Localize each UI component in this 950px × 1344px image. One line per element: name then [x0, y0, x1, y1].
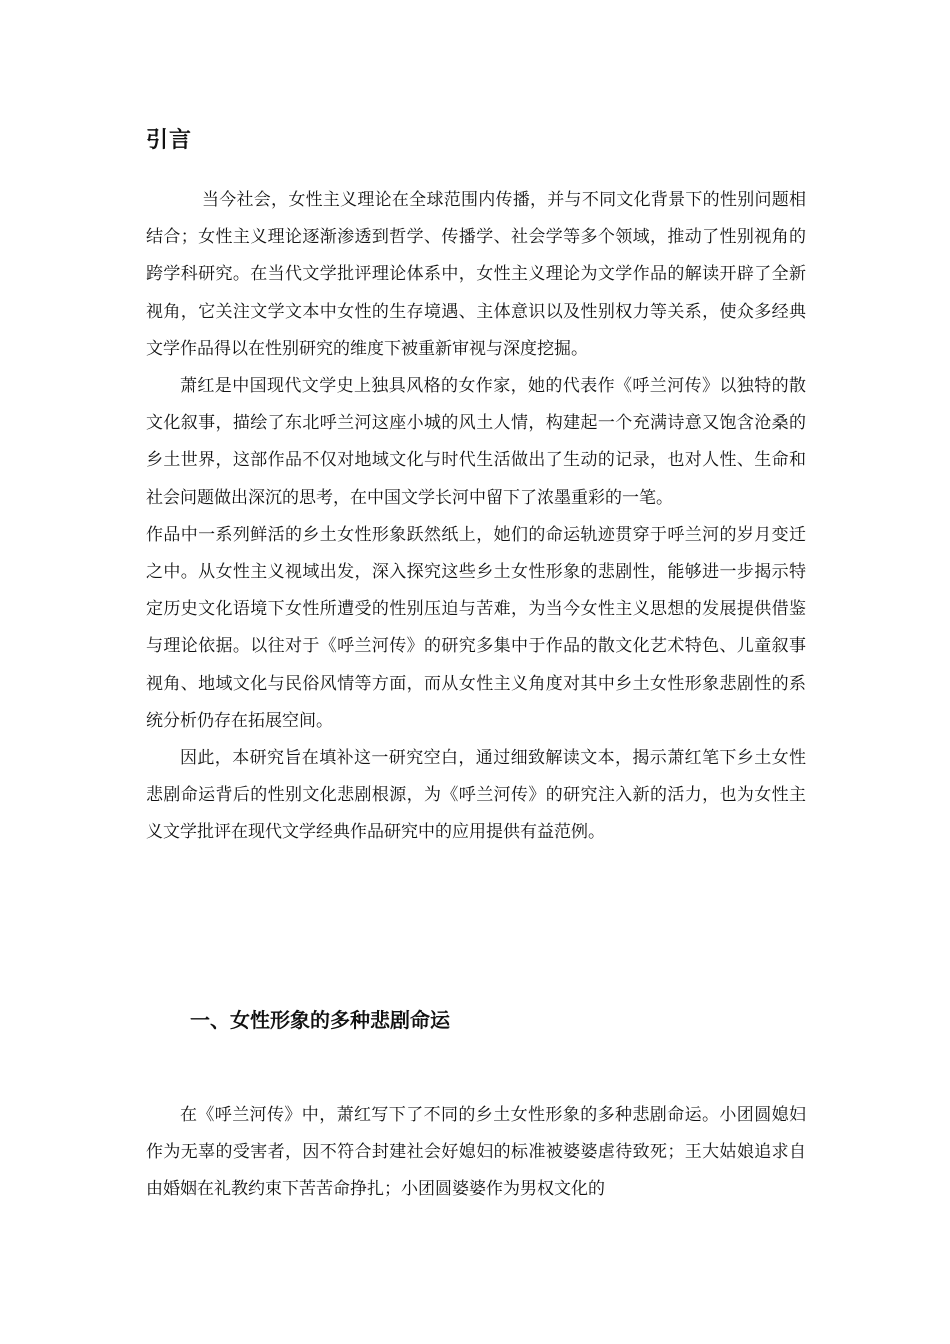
intro-body [146, 182, 806, 852]
section-1-heading: 一、女性形象的多种悲剧命运 [190, 1008, 450, 1032]
section-1-body [146, 1097, 806, 1209]
intro-paragraph-2: 萧红是中国现代文学史上独具风格的女作家，她的代表作《呼兰河传》以独特的散文化叙事，描绘了东北呼兰河这座小城的风土人情，构建起一个充满诗意又饱含沧桑的乡土世界，这部作品不仅对地域文化与时代生活做出了生动的记录，也对人性、生命和社会问题做出深沉的思考，在中国文学长河中留下了浓墨重彩的一笔。 [146, 376, 806, 508]
section-1-paragraph-1: 在《呼兰河传》中，萧红写下了不同的乡土女性形象的多种悲剧命运。小团圆媳妇作为无辜的受害者，因不符合封建社会好媳妇的标准被婆婆虐待致死；王大姑娘追求自由婚姻在礼教约束下苦苦命挣扎；小团圆婆婆作为男权文化的 [146, 1105, 806, 1200]
intro-paragraph-4: 因此，本研究旨在填补这一研究空白，通过细致解读文本，揭示萧红笔下乡土女性悲剧命运背后的性别文化悲剧根源，为《呼兰河传》的研究注入新的活力，也为女性主义文学批评在现代文学经典作品研究中的应用提供有益范例。 [146, 748, 806, 843]
intro-heading: 引言 [146, 128, 193, 153]
intro-paragraph-1: 当今社会，女性主义理论在全球范围内传播，并与不同文化背景下的性别问题相结合；女性主义理论逐渐渗透到哲学、传播学、社会学等多个领域，推动了性别视角的跨学科研究。在当代文学批评理论体系中，女性主义理论为文学作品的解读开辟了全新视角，它关注文学文本中女性的生存境遇、主体意识以及性别权力等关系，使众多经典文学作品得以在性别研究的维度下被重新审视与深度挖掘。 [146, 190, 806, 359]
intro-paragraph-3: 作品中一系列鲜活的乡土女性形象跃然纸上，她们的命运轨迹贯穿于呼兰河的岁月变迁之中。从女性主义视域出发，深入探究这些乡土女性形象的悲剧性，能够进一步揭示特定历史文化语境下女性所遭受的性别压迫与苦难，为当今女性主义思想的发展提供借鉴与理论依据。以往对于《呼兰河传》的研究多集中于作品的散文化艺术特色、儿童叙事视角、地域文化与民俗风情等方面，而从女性主义角度对其中乡土女性形象悲剧性的系统分析仍存在拓展空间。 [146, 524, 806, 731]
